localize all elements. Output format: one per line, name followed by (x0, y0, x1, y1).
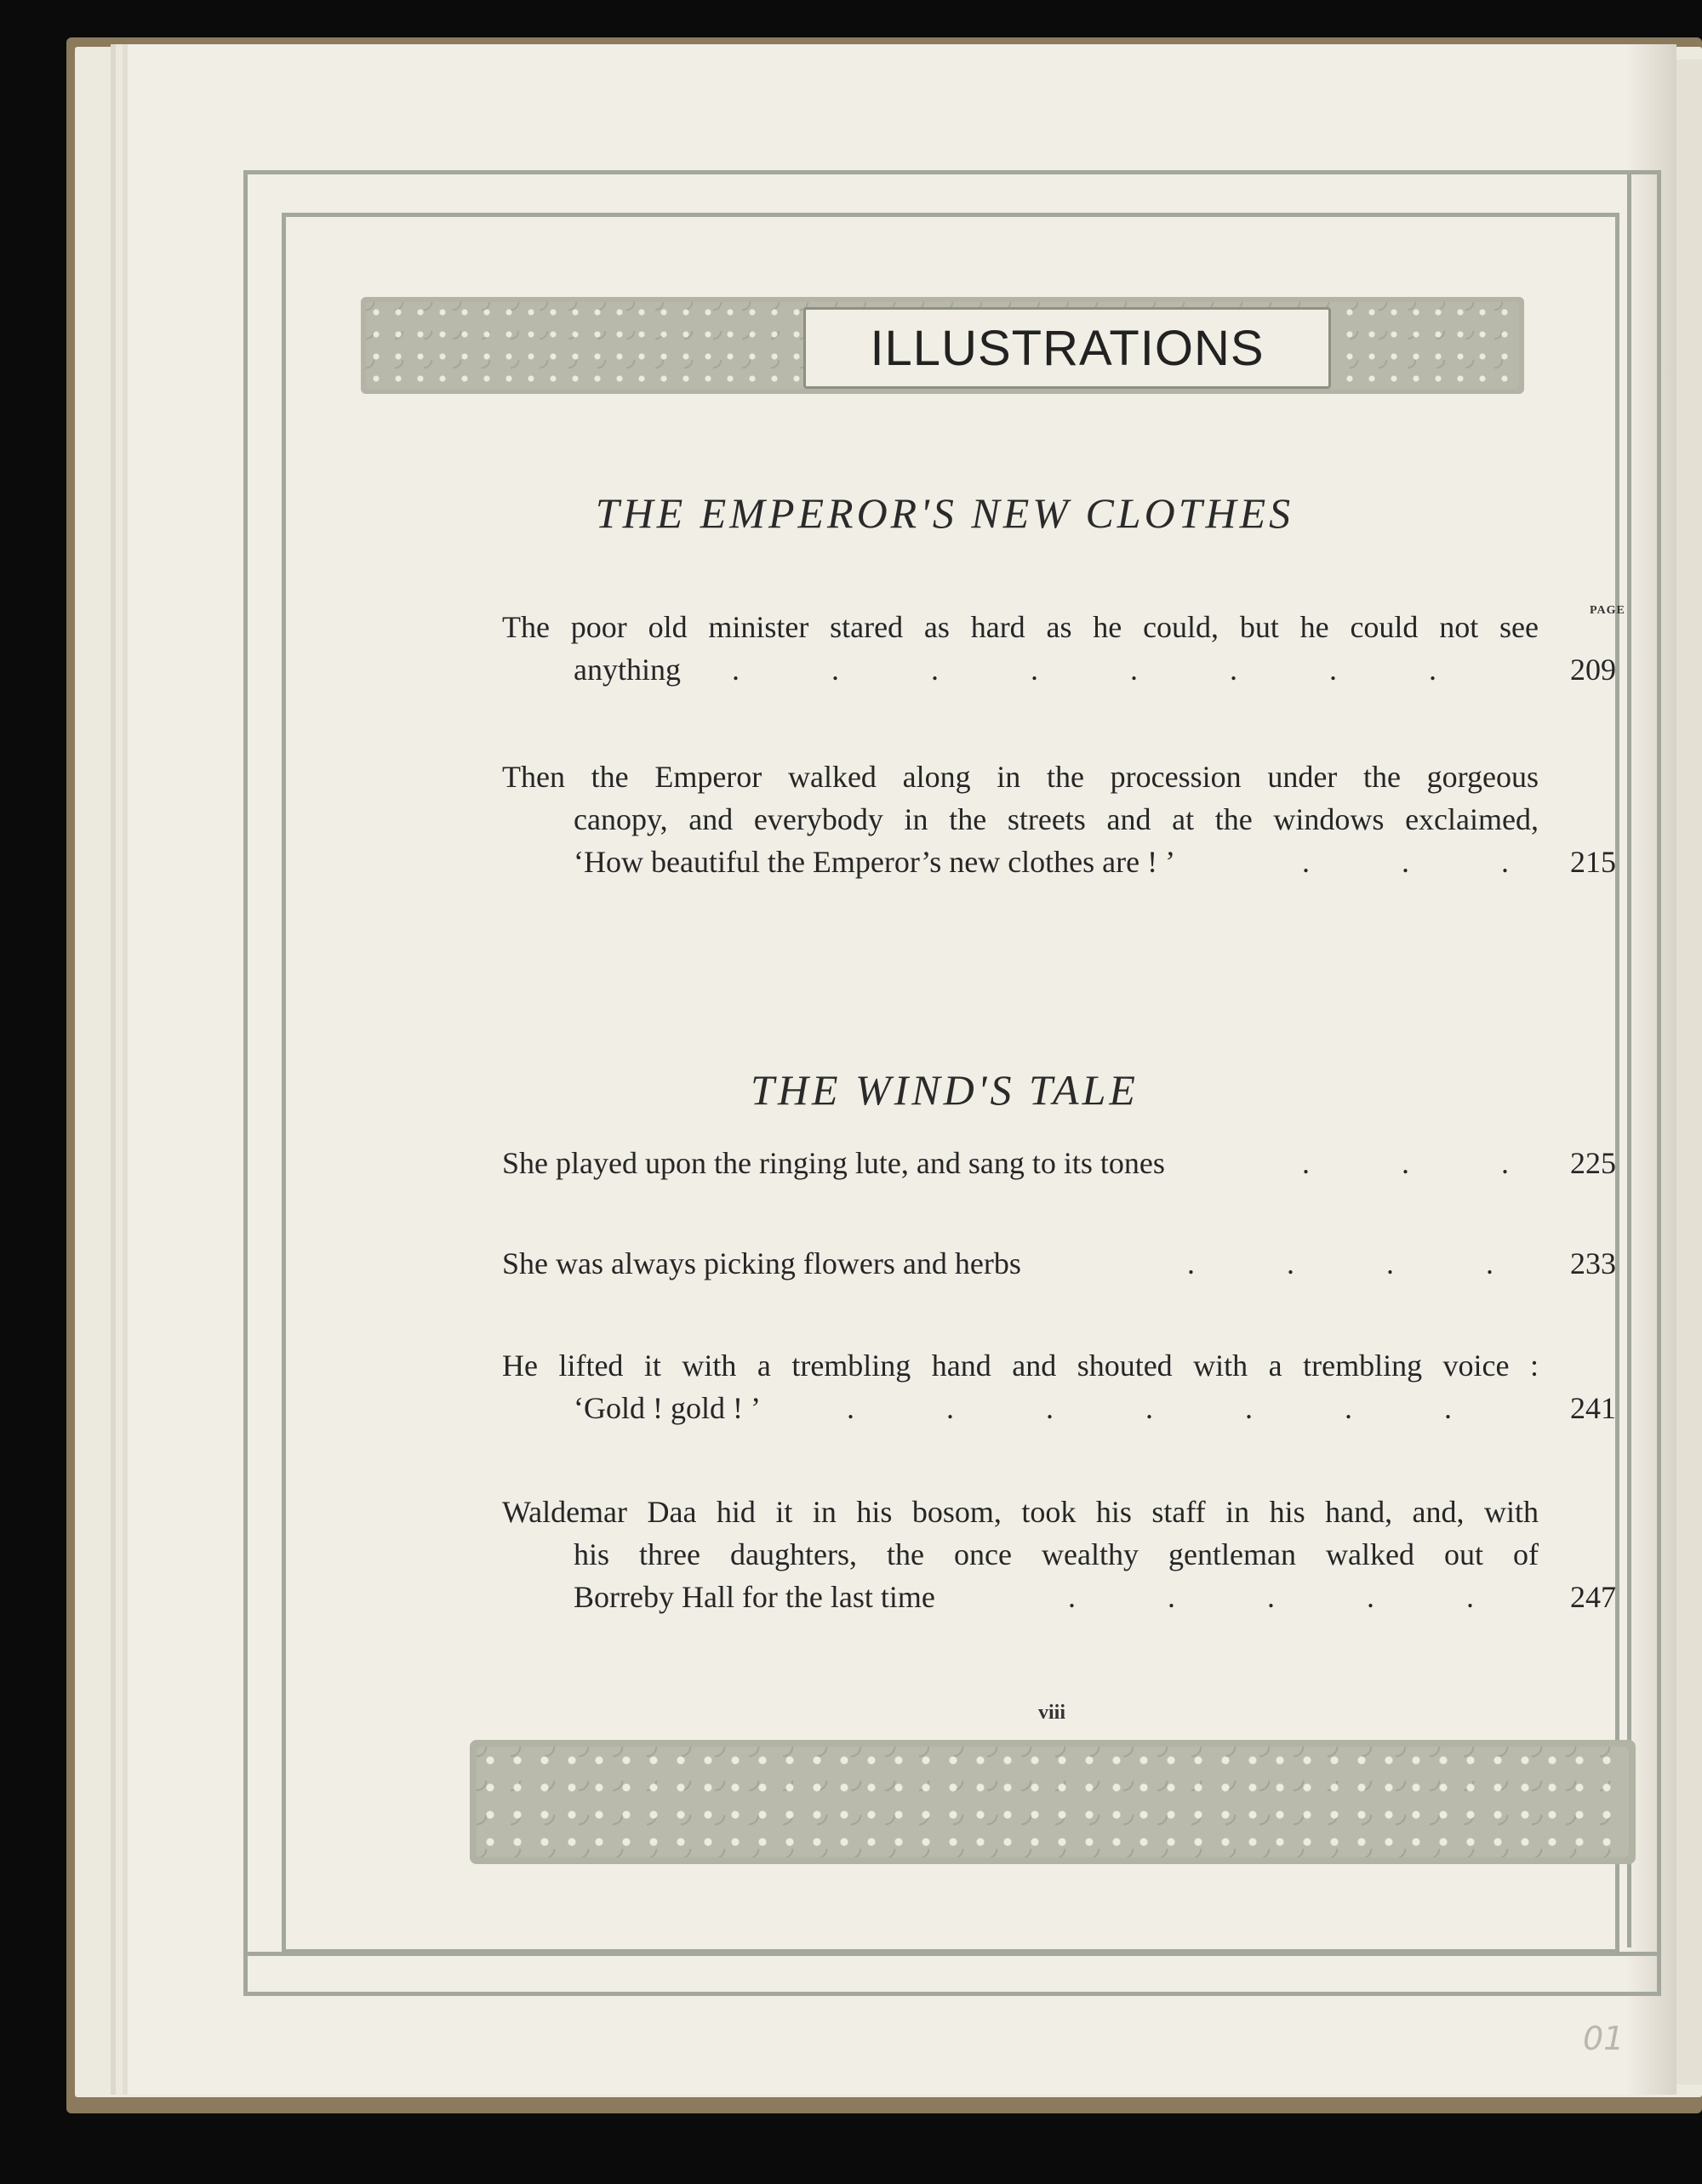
illustration-entry (502, 1344, 1642, 1429)
entry-text-line: She played upon the ringing lute, and sang to its tones (502, 1146, 1165, 1180)
section-title: THE EMPEROR'S NEW CLOTHES (595, 489, 1294, 537)
entry-text-line: his three daughters, the once wealthy gentleman walked out of (574, 1537, 1539, 1571)
illustration-entry (502, 1491, 1642, 1618)
leader-dots: . . . . . . . (847, 1391, 1452, 1425)
page-number: 215 (1570, 845, 1616, 879)
leader-dots: . . . . (1187, 1246, 1494, 1280)
folio-number: viii (1038, 1702, 1066, 1724)
entry-text-line: canopy, and everybody in the streets and at the windows exclaimed, (574, 802, 1539, 836)
footer-ornament (470, 1740, 1636, 1864)
entry-text-line: The poor old minister stared as hard as he could, but he could not see (502, 610, 1539, 644)
illustration-entry (502, 1142, 1642, 1184)
page-number: 225 (1570, 1146, 1616, 1180)
entry-text-line: She was always picking flowers and herbs (502, 1246, 1021, 1280)
book-page (128, 44, 1676, 2095)
entry-text-line: anything (574, 653, 681, 687)
header-cartouche (803, 307, 1331, 389)
floral-ornament (477, 1747, 1629, 1857)
page-number: 247 (1570, 1580, 1616, 1614)
entry-text-line: He lifted it with a trembling hand and shouted with a trembling voice : (502, 1349, 1539, 1383)
illustrations-header-ornament (361, 297, 1524, 394)
page-number: 209 (1570, 653, 1616, 687)
entry-text-line: Borreby Hall for the last time (574, 1580, 935, 1614)
leader-dots: . . . (1302, 1146, 1509, 1180)
leader-dots: . . . (1302, 845, 1509, 879)
entry-text-line: ‘Gold ! gold ! ’ (574, 1391, 761, 1425)
page-number: 233 (1570, 1246, 1616, 1280)
page-title: ILLUSTRATIONS (870, 320, 1265, 376)
leader-dots: . . . . . (1068, 1580, 1474, 1614)
illustration-entry (502, 756, 1642, 883)
entry-text-line: Then the Emperor walked along in the procession under the gorgeous (502, 760, 1539, 794)
entry-text-line: Waldemar Daa hid it in his bosom, took his staff in his hand, and, with (502, 1495, 1539, 1529)
pencil-marginalia: 01 (1583, 2020, 1625, 2057)
leader-dots: . . . . . . . . (732, 653, 1436, 687)
illustration-entry (502, 606, 1642, 691)
page-number: 241 (1570, 1391, 1616, 1425)
section-title: THE WIND'S TALE (751, 1066, 1139, 1114)
entry-text-line: ‘How beautiful the Emperor’s new clothes are ! ’ (574, 845, 1176, 879)
border-rule (248, 1952, 1660, 1956)
border-rule (1627, 174, 1631, 1947)
illustration-entry (502, 1242, 1642, 1285)
page-column-label: PAGE (1590, 604, 1625, 617)
